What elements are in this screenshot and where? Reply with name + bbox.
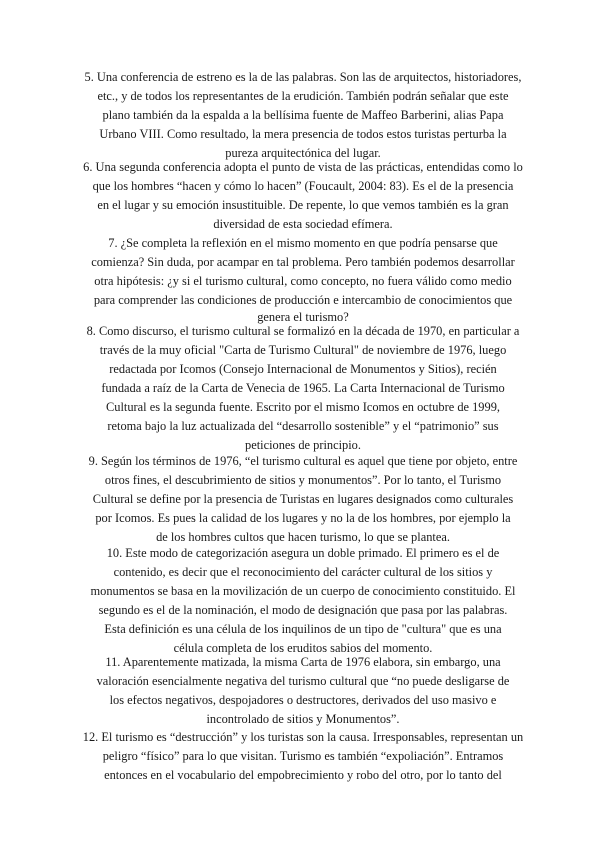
text-line: monumentos se basa en la movilización de un cuerpo de conocimiento constituido. El: [90, 584, 516, 598]
text-line: los efectos negativos, despojadores o destructores, derivados del uso masivo e: [109, 693, 497, 707]
text-line: para comprender las condiciones de producción e intercambio de conocimientos que: [93, 293, 513, 307]
text-line: 10. Este modo de categorización asegura un doble primado. El primero es el de: [106, 546, 500, 560]
text-line: 5. Una conferencia de estreno es la de las palabras. Son las de arquitectos, historiadores,: [84, 70, 522, 84]
text-line: por Icomos. Es pues la calidad de los lugares y no la de los hombres, por ejemplo la: [95, 511, 511, 525]
text-line: genera el turismo?: [257, 310, 349, 324]
text-line: otra hipótesis: ¿y si el turismo cultural, como concepto, no fuera válido como medio: [94, 274, 512, 288]
text-line: entonces en el vocabulario del empobrecimiento y robo del otro, por lo tanto del: [104, 768, 502, 782]
text-line: Urbano VIII. Como resultado, la mera presencia de todos estos turistas perturba la: [99, 127, 507, 141]
text-line: peticiones de principio.: [245, 438, 361, 452]
text-line: retoma bajo la luz actualizada del “desarrollo sostenible” y el “patrimonio” sus: [107, 419, 499, 433]
text-line: valoración esencialmente negativa del turismo cultural que “no puede desligarse de: [96, 674, 510, 688]
text-line: través de la muy oficial "Carta de Turismo Cultural" de noviembre de 1976, luego: [99, 343, 507, 357]
text-line: plano también da la espalda a la bellísima fuente de Maffeo Barberini, alias Papa: [102, 108, 504, 122]
text-line: 8. Como discurso, el turismo cultural se formalizó en la década de 1970, en particular a: [86, 324, 520, 338]
text-line: 6. Una segunda conferencia adopta el punto de vista de las prácticas, entendidas como lo: [83, 160, 523, 174]
text-line: segundo es el de la nominación, el modo de designación que pasa por las palabras.: [98, 603, 508, 617]
text-line: que los hombres “hacen y cómo lo hacen” (Foucault, 2004: 83). Es el de la presencia: [92, 179, 514, 193]
text-line: pureza arquitectónica del lugar.: [225, 146, 381, 160]
text-line: fundada a raíz de la Carta de Venecia de 1965. La Carta Internacional de Turismo: [101, 381, 505, 395]
text-line: 7. ¿Se completa la reflexión en el mismo momento en que podría pensarse que: [108, 236, 498, 250]
text-line: de los hombres cultos que hacen turismo, lo que se plantea.: [156, 530, 450, 544]
text-line: incontrolado de sitios y Monumentos”.: [206, 712, 400, 726]
text-line: peligro “físico” para lo que visitan. Turismo es también “expoliación”. Entramos: [102, 749, 504, 763]
text-line: redactada por Icomos (Consejo Internacional de Monumentos y Sitios), recién: [109, 362, 497, 376]
text-line: 9. Según los términos de 1976, “el turismo cultural es aquel que tiene por objeto, entre: [88, 454, 518, 468]
text-line: Esta definición es una célula de los inquilinos de un tipo de "cultura" que es una: [104, 622, 502, 636]
text-line: en el lugar y su emoción insustituible. De repente, lo que vemos también es la gran: [97, 198, 509, 212]
text-line: Cultural se define por la presencia de Turistas en lugares designados como culturales: [92, 492, 514, 506]
text-line: diversidad de esta sociedad efímera.: [213, 217, 393, 231]
text-line: célula completa de los eruditos sabios del momento.: [173, 641, 433, 655]
text-line: 11. Aparentemente matizada, la misma Carta de 1976 elabora, sin embargo, una: [105, 655, 501, 669]
text-line: Cultural es la segunda fuente. Escrito por el mismo Icomos en octubre de 1999,: [106, 400, 500, 414]
text-line: contenido, es decir que el reconocimiento del carácter cultural de los sitios y: [113, 565, 493, 579]
text-line: comienza? Sin duda, por acampar en tal problema. Pero también podemos desarrollar: [91, 255, 515, 269]
text-line: etc., y de todos los representantes de la erudición. También podrán señalar que este: [97, 89, 509, 103]
text-line: 12. El turismo es “destrucción” y los turistas son la causa. Irresponsables, representan un: [82, 730, 524, 744]
text-line: otros fines, el descubrimiento de sitios y monumentos”. Por lo tanto, el Turismo: [104, 473, 502, 487]
